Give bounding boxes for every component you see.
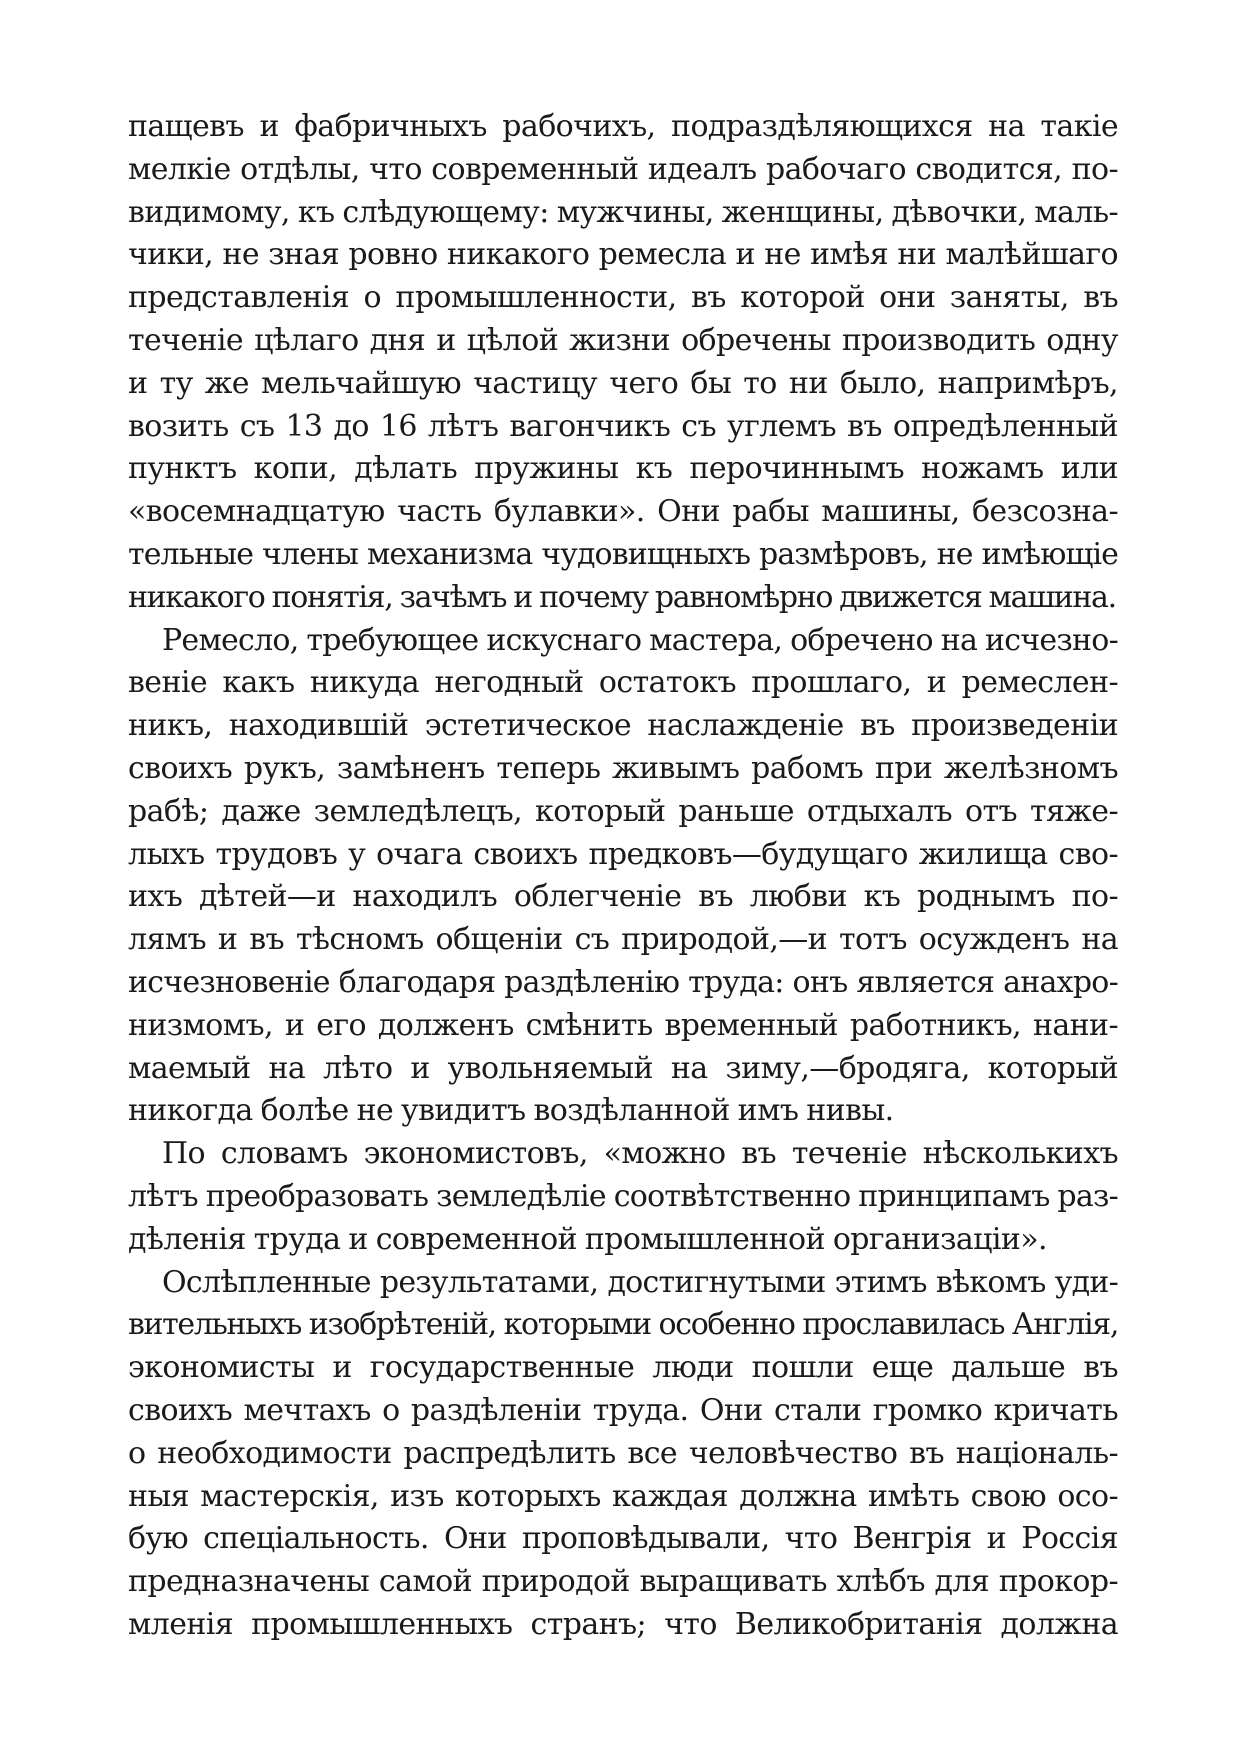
text-line: своихъ мечтахъ о раздѣленіи труда. Они стали громко кричать <box>128 1392 1118 1428</box>
text-line: видимому, къ слѣдующему: мужчины, женщины, дѣвочки, маль- <box>128 194 1118 230</box>
text-line: дѣленія труда и современной промышленной организаціи». <box>128 1221 1047 1257</box>
text-line: никогда болѣе не увидитъ воздѣланной имъ нивы. <box>128 1093 894 1129</box>
text-line: о необходимости распредѣлить все человѣчество въ національ- <box>128 1435 1118 1471</box>
text-line: исчезновеніе благодаря раздѣленію труда: онъ является анахро- <box>128 964 1118 1000</box>
text-line: ихъ дѣтей—и находилъ облегченіе въ любви къ роднымъ по- <box>128 879 1118 915</box>
text-line: лямъ и въ тѣсномъ общеніи съ природой,—и тотъ осужденъ на <box>128 922 1118 958</box>
text-line: возить съ 13 до 16 лѣтъ вагончикъ съ углемъ въ опредѣленный <box>128 408 1118 444</box>
text-line: никакого понятія, зачѣмъ и почему равномѣрно движется машина. <box>128 579 1116 615</box>
text-line: и ту же мельчайшую частицу чего бы то ни было, напримѣръ, <box>128 365 1118 401</box>
text-line: тельные члены механизма чудовищныхъ размѣровъ, не имѣющіе <box>128 536 1118 572</box>
text-line: пунктъ копи, дѣлать пружины къ перочиннымъ ножамъ или <box>128 451 1118 487</box>
text-line: низмомъ, и его долженъ смѣнить временный работникъ, нани- <box>128 1007 1118 1043</box>
text-line: По словамъ экономистовъ, «можно въ теченіе нѣсколькихъ <box>162 1136 1118 1172</box>
text-line: Ослѣпленные результатами, достигнутыми этимъ вѣкомъ уди- <box>162 1264 1118 1300</box>
text-line: чики, не зная ровно никакого ремесла и не имѣя ни малѣйшаго <box>128 237 1118 273</box>
text-line: экономисты и государственные люди пошли еще дальше въ <box>128 1350 1118 1386</box>
text-line: бую спеціальность. Они проповѣдывали, что Венгрія и Россія <box>128 1521 1118 1557</box>
text-line: рабѣ; даже земледѣлецъ, который раньше отдыхалъ отъ тяже- <box>128 793 1118 829</box>
text-line: пащевъ и фабричныхъ рабочихъ, подраздѣляющихся на такіе <box>128 109 1118 144</box>
page-text <box>128 106 1118 1647</box>
text-line: никъ, находившій эстетическое наслажденіе въ произведеніи <box>128 708 1118 744</box>
text-line: вительныхъ изобрѣтеній, которыми особенно прославилась Англія, <box>128 1307 1118 1343</box>
text-line: теченіе цѣлаго дня и цѣлой жизни обречены производить одну <box>128 322 1118 358</box>
text-line: своихъ рукъ, замѣненъ теперь живымъ рабомъ при желѣзномъ <box>128 750 1118 786</box>
text-line: мелкіе отдѣлы, что современный идеалъ рабочаго сводится, по- <box>128 151 1118 187</box>
text-line: «восемнадцатую часть булавки». Они рабы машины, безсозна- <box>128 494 1118 530</box>
text-line: веніе какъ никуда негодный остатокъ прошлаго, и ремеслен- <box>128 665 1118 701</box>
text-line: Ремесло, требующее искуснаго мастера, обречено на исчезно- <box>162 622 1118 658</box>
text-line: маемый на лѣто и увольняемый на зиму,—бродяга, который <box>128 1050 1118 1086</box>
text-line: мленія промышленныхъ странъ; что Великобританія должна <box>128 1606 1118 1642</box>
text-line: предназначены самой природой выращивать хлѣбъ для прокор- <box>128 1564 1118 1600</box>
text-line: ныя мастерскія, изъ которыхъ каждая должна имѣть свою осо- <box>128 1478 1118 1514</box>
text-line: представленія о промышленности, въ которой они заняты, въ <box>128 280 1118 316</box>
text-line: лѣтъ преобразовать земледѣліе соотвѣтственно принципамъ раз- <box>128 1178 1118 1214</box>
text-line: лыхъ трудовъ у очага своихъ предковъ—будущаго жилища сво- <box>128 836 1118 872</box>
